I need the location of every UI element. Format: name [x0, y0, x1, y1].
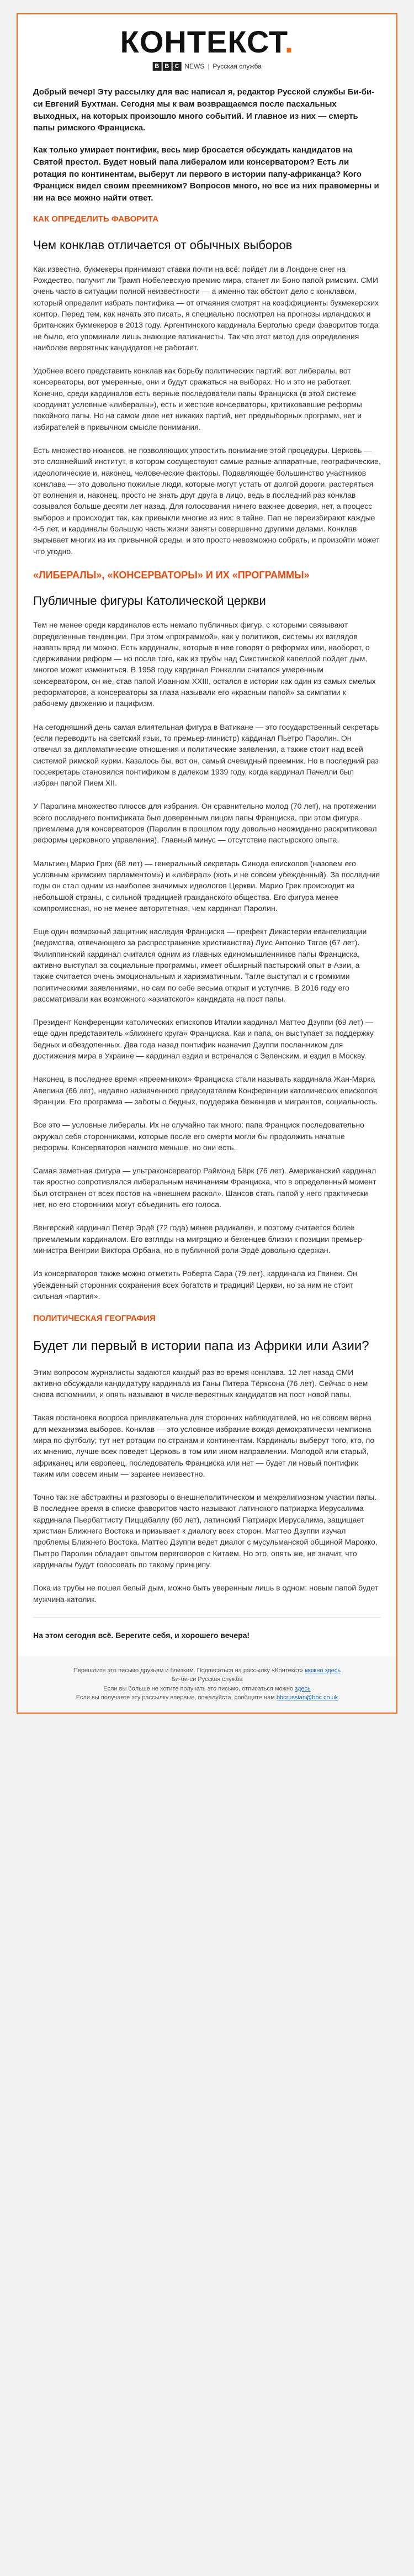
paragraph: Венгерский кардинал Петер Эрдё (72 года) менее радикален, и поэтому считается более приемлемым кардиналом. Его взгляды на миграцию и беженцев близки к позиции премьер-министра Венгрии Виктора Орбана, но в публичной роли Эрдё довольно сдержан. — [33, 1223, 365, 1255]
paragraph: Этим вопросом журналисты задаются каждый раз во время конклава. 12 лет назад СМИ активно обсуждали кандидатуру кардинала из Ганы Питера Тёрксона (76 лет). Сейчас о нем снова вспомнили, и опять называют в числе вероятных кандидатов на пост новой папы. — [33, 1367, 368, 1399]
footer-brand: Би-би-си Русская служба — [171, 1676, 243, 1683]
lead-paragraph: Добрый вечер! Эту рассылку для вас написал я, редактор Русской службы Би-би-си Евгений Бухтман. Сегодня мы к вам возвращаемся после пасхальных выходных, на которых произошло много событий. И главное из них — смерть папы римского Франциска. — [33, 87, 375, 133]
section-heading[interactable]: ПОЛИТИЧЕСКАЯ ГЕОГРАФИЯ — [33, 1314, 156, 1324]
section-title: Чем конклав отличается от обычных выборов — [33, 238, 293, 252]
paragraph: Все это — условные либералы. Их не случайно так много: папа Франциск последовательно окружал себя сторонниками, которые после его смерти могли бы продолжить начатые реформы. Консерваторов намного меньше, но они есть. — [33, 1120, 364, 1152]
subscribe-link[interactable]: можно здесь — [305, 1667, 341, 1674]
paragraph: Такая постановка вопроса привлекательна для сторонних наблюдателей, но не совсем верна для механизма выборов. Конклав — это условное избрание вождя демократически чемпиона мира по футболу; тут нет ротации по странам и континентам. Кардиналы выберут того, кто, по их мнению, лучше всех поведет Церковь в том или ином направлении. Молодой или старый, африканец или европеец, последователь Франциска или нет — будет ли новый понтифик таким или совсем иным — заранее неизвестно. — [33, 1413, 375, 1478]
logo[interactable] — [120, 24, 294, 71]
lead-paragraph: Как только умирает понтифик, весь мир бросается обсуждать кандидатов на Святой престол. Будет новый папа либералом или консерватором? Есть ли ротация по континентам, выберут ли первого в истории папу-африканца? Кого Франциск видел своим преемником? Вопросов много, но все из них правомерны и ни на все можно найти ответ. — [33, 145, 379, 203]
closing-line: На этом сегодня всё. Берегите себя, и хорошего вечера! — [33, 1630, 250, 1640]
section-text — [33, 264, 381, 557]
divider — [33, 1617, 381, 1618]
bbc-letter: B — [162, 62, 171, 71]
footer-text: Если вы получаете эту рассылку впервые, пожалуйста, сообщите нам — [76, 1694, 275, 1701]
bbc-logo — [152, 62, 181, 71]
section-geography — [33, 1314, 381, 1605]
paragraph: На сегодняшний день самая влиятельная фигура в Ватикане — это государственный секретарь (если переводить на светский язык, то премьер-министр) кардинал Пьетро Паролин. Он отвечал за дипломатические отношения и политические заявления, а также стоит над всей системой римской курии. Казалось бы, вот он, самый очевидный преемник. Но в последний раз госсекретарь становился понтификом в далеком 1939 году, когда кардинал Пачелли был избран папой Пием XII. — [33, 722, 379, 788]
paragraph: Точно так же абстрактны и разговоры о внешнеполитическом и межрелигиозном участии папы. В последнее время в списке фаворитов часто называют латинского патриарха Иерусалима кардинала Пьербаттисту Пиццабаллу (60 лет), латинский Патриарх Иерусалима, защищает христиан Ближнего Востока и призывает к диалогу всех сторон. Маттео Дзуппи изучал проблемы Ближнего Востока. Маттео Дзуппи ведет диалог с мусульманской общиной Марокко, Пьетро Паролин обладает опытом переговоров с Китаем. Но это, опять же, не значит, что кардиналы будут голосовать по такому принципу. — [33, 1493, 378, 1569]
paragraph: Тем не менее среди кардиналов есть немало публичных фигур, с которыми связывают определенные тенденции. При этом «программой», как у политиков, системы их взглядов назвать вряд ли можно. Есть кардиналы, которые в нее говорят о реформах или, наоборот, о сдерживании реформ — но после того, как из трубы над Сикстинской капеллой пойдет дым, многое может измениться. В 1958 году кардинал Ронкалли считался умеренным консерватором, он же, став папой Иоанном XXIII, остался в истории как один из самых смелых реформаторов, а консерваторы за глаза называли его «красным папой» за симпатии к рабочему движению и пацифизм. — [33, 620, 376, 708]
paragraph: Пока из трубы не пошел белый дым, можно быть уверенным лишь в одном: новым папой будет мужчина-католик. — [33, 1583, 379, 1604]
footer-text: Если вы больше не хотите получать это письмо, отписаться можно — [103, 1685, 294, 1692]
unsubscribe-link[interactable]: здесь — [295, 1685, 311, 1692]
section-heading[interactable]: КАК ОПРЕДЕЛИТЬ ФАВОРИТА — [33, 214, 159, 224]
bottom-spacer — [0, 1714, 414, 1727]
paragraph: Удобнее всего представить конклав как борьбу политических партий: вот либералы, вот консерваторы, вот умеренные, они и будут сражаться на выборах. Но и это не работает. Конечно, среди кардиналов есть верные последователи папы Франциска (в этой системе координат условные «либералы»), есть и жесткие консерваторы, критиковавшие реформы покойного папы. Но на самом деле нет никаких партий, нет предвыборных программ, нет и избирателей в привычном смысле понимания. — [33, 366, 362, 431]
logo-title — [120, 24, 294, 59]
paragraph: У Паролина множество плюсов для избрания. Он сравнительно молод (70 лет), на протяжении всего последнего понтификата был доверенным лицом папы Франциска, при этом фигура приемлема для консерваторов (Паролин в прошлом году довольно неожиданно раскритиковал реформы церковного управления). Главный минус — отсутствие пастырского опыта. — [33, 802, 377, 845]
email-page — [0, 13, 414, 1727]
footer-line — [33, 1693, 381, 1703]
paragraph: Мальтиец Марио Грех (68 лет) — генеральный секретарь Синода епископов (назовем его условным «римским парламентом») и «либерал» (хоть и не совсем убежденный). За последние годы он стал одним из наиболее значимых идеологов Церкви. Марио Грек происходит из небольшой страны, с сильной традицией гражданского общества. Его фигура менее компромиссная, но не менее авторитетная, чем кардинал Паролин. — [33, 858, 380, 913]
news-label: NEWS — [184, 62, 205, 70]
logo-text: КОНТЕКСТ — [120, 24, 285, 59]
paragraph: Президент Конференции католических епископов Италии кардинал Маттео Дзуппи (69 лет) — еще один представитель «ближнего круга» Франциска. Как и папа, он выступает за поддержку бедных и обездоленных. Два года назад понтифик назначил Дзуппи посланником для достижения мира в Украине — кардинал ездил и встречался с Зеленским, и ездил в Москву. — [33, 1018, 374, 1061]
paragraph: Как известно, букмекеры принимают ставки почти на всё: пойдет ли в Лондоне снег на Рождество, получит ли Трамп Нобелевскую премию мира, станет ли Боно папой римским. СМИ очень часто в ситуации полной неизвестности — а именно так обстоит дело с конклавом, который определит избрать понтифика — от отчаяния смотрят на коэффициенты букмекерских контор. Перед тем, как начать это писать, я специально посмотрел на прогнозы ирландских и британских букмекеров в 2013 году. Аргентинского кардинала Берголью среди фаворитов тогда не было, его упоминали лишь знающие ватиканисты. Так что этот метод для определения наиболее вероятных кандидатов не работает. — [33, 264, 379, 352]
footer-line — [33, 1684, 381, 1694]
section-title: Публичные фигуры Католической церкви — [33, 594, 266, 608]
section-heading[interactable]: «ЛИБЕРАЛЫ», «КОНСЕРВАТОРЫ» И ИХ «ПРОГРАММЫ» — [33, 569, 310, 581]
logo-dot: . — [284, 24, 294, 59]
bbc-letter: C — [172, 62, 181, 71]
footer-line — [33, 1666, 381, 1676]
lead-block — [33, 86, 381, 204]
bbc-letter: B — [152, 62, 161, 71]
footer-text: Перешлите это письмо друзьям и близким. Подписаться на рассылку «Контекст» — [73, 1667, 304, 1674]
paragraph: Наконец, в последнее время «преемником» Франциска стали называть кардинала Жан-Марка Авелина (66 лет), недавно назначенного председателем Конференции католических епископов Франции. Его программа — заботы о бедных, поддержка беженцев и мигрантов, социальность. — [33, 1074, 378, 1106]
newsletter-body — [17, 80, 397, 1656]
paragraph: Еще один возможный защитник наследия Франциска — префект Дикастерии евангелизации (ведомства, отвечающего за распространение христианства) Луис Антонио Тагле (67 лет). Филиппинский кардинал считался одним из главных единомышленников папы Франциска, активно выступал за социальные программы, имеет обширный пастырский опыт в Азии, а также считается очень эмоциональным и харизматичным. Тагле выступал и с громкими политическими заявлениями, но сам по себе весьма открыт и уступчив. В 2016 году его рассматривали как возможного «азиатского» кандидата на пост папы. — [33, 927, 367, 1003]
service-label: Русская служба — [213, 62, 262, 70]
separator: | — [208, 62, 210, 70]
newsletter-header — [17, 13, 397, 80]
section-liberals — [33, 569, 381, 1302]
paragraph: Из консерваторов также можно отметить Роберта Сара (79 лет), кардинала из Гвинеи. Он убежденный сторонник сохранения всех богатств и традиций Церкви, но за ним не стоит сильная «партия». — [33, 1269, 357, 1300]
section-title: Будет ли первый в истории папа из Африки или Азии? — [33, 1339, 369, 1354]
email-link[interactable]: bbcrussian@bbc.co.uk — [276, 1694, 338, 1701]
paragraph: Есть множество нюансов, не позволяющих упростить понимание этой процедуры. Церковь — это сложнейший институт, в котором сосуществуют самые разные аппаратные, географические, идеологические и, наконец, человеческие факторы. Подавляющее большинство участников конклава — это довольно пожилые люди, которые могут устать от долгой дороги, растеряться от волнения и, наконец, просто не знать друг друга в лицо, ведь в последний раз конклав созывался больше десяти лет назад. Для голосования ничего важнее доверия, нет, а процесс выборов и происходит так, как привыкли многие из них: в тайне. Пап не переизбирают каждые 4-5 лет, и кардиналы большую часть жизни заняты совершенно другими делами. Конклав вырывает многих из их привычной среды, и это просто невозможно собрать, и произойти может что угодно. — [33, 445, 381, 556]
logo-subline — [120, 62, 294, 71]
section-text — [33, 619, 381, 1302]
section-text — [33, 1367, 381, 1605]
footer — [17, 1656, 397, 1714]
section-favorite — [33, 214, 381, 557]
paragraph: Самая заметная фигура — ультраконсерватор Раймонд Бёрк (76 лет). Американский кардинал так яростно сопротивлялся либеральным начинаниям Франциска, что в определенный момент был отстранен от всех постов на «внешнем раскол». Шансов стать папой у него практически нет, но его сторонники могут объединить его голоса. — [33, 1166, 376, 1209]
